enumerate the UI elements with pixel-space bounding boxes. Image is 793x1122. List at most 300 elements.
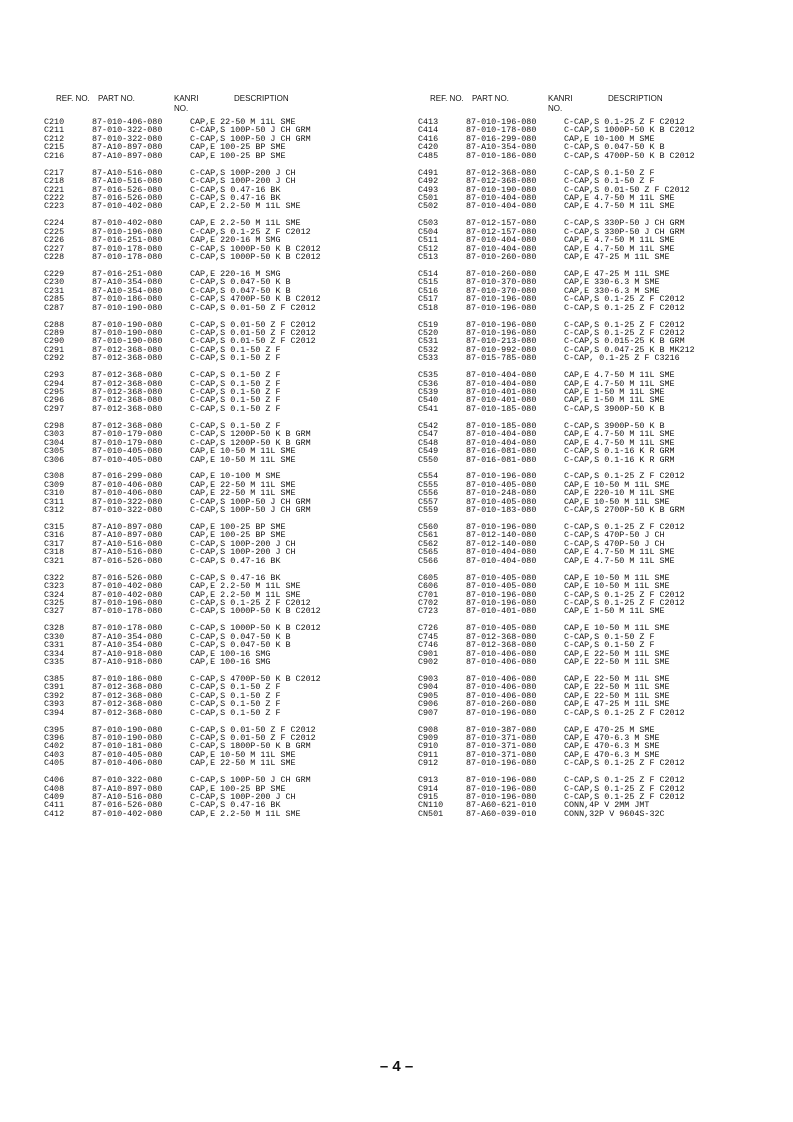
ref-no: C502 <box>418 201 439 212</box>
parts-group <box>418 776 758 818</box>
description: C-CAP,S 100P-200 J CH <box>190 176 296 187</box>
part-no: 87-010-322-080 <box>92 775 163 786</box>
part-no: 87-010-371-080 <box>466 749 537 760</box>
description: C-CAP,S 100P-200 J CH <box>190 792 296 802</box>
ref-no: C504 <box>418 226 439 237</box>
ref-no: C409 <box>44 792 65 802</box>
ref-no: C548 <box>418 437 439 448</box>
part-no: 87-010-404-080 <box>466 370 537 381</box>
ref-no: C226 <box>44 235 65 246</box>
part-no: 87-010-196-080 <box>466 783 537 794</box>
ref-no: C550 <box>418 454 439 465</box>
description: C-CAP,S 100P-50 J CH GRM <box>190 496 311 507</box>
part-no: 87-010-260-080 <box>466 252 537 262</box>
parts-group <box>418 726 758 768</box>
ref-no: C533 <box>418 353 439 364</box>
part-no: 87-A10-897-080 <box>92 142 163 153</box>
description: CAP,E 10-50 M 11L SME <box>190 454 296 465</box>
description: C-CAP,S 0.047-50 K B <box>190 285 291 296</box>
part-no: 87-010-405-080 <box>466 623 537 634</box>
description: C-CAP,S 0.1-50 Z F <box>190 344 281 355</box>
description: C-CAP,S 0.1-50 Z F <box>564 631 655 642</box>
ref-no: C745 <box>418 631 439 642</box>
description: CAP,E 4.7-50 M 11L SME <box>564 370 675 381</box>
ref-no: C321 <box>44 555 65 566</box>
description: C-CAP,S 0.1-25 Z F C2012 <box>564 294 685 305</box>
description: C-CAP,S 0.1-25 Z F C2012 <box>564 792 685 802</box>
part-no: 87-A10-516-080 <box>92 167 163 178</box>
part-no: 87-012-368-080 <box>466 167 537 178</box>
description: C-CAP,S 4700P-50 K B C2012 <box>564 150 695 161</box>
part-no: 87-010-404-080 <box>466 235 537 246</box>
part-no: 87-012-368-080 <box>92 378 163 389</box>
part-no: 87-010-186-080 <box>92 294 163 305</box>
part-row <box>418 810 758 818</box>
part-no: 87-010-196-080 <box>466 471 537 482</box>
description: CAP,E 22-50 M 11L SME <box>564 657 670 667</box>
part-no: 87-A60-039-010 <box>466 808 537 819</box>
part-no: 87-010-404-080 <box>466 201 537 212</box>
part-no: 87-012-368-080 <box>92 682 163 693</box>
ref-no: C211 <box>44 125 65 136</box>
description: C-CAP,S 0.1-25 Z F C2012 <box>564 707 685 718</box>
part-no: 87-010-196-080 <box>466 758 537 769</box>
part-row <box>418 456 758 464</box>
description: CAP,E 470-6.3 M SME <box>564 732 660 743</box>
description: C-CAP,S 1000P-50 K B C2012 <box>190 606 321 617</box>
ref-no: C536 <box>418 378 439 389</box>
part-no: 87-015-785-080 <box>466 353 537 364</box>
part-no: 87-010-178-080 <box>92 243 163 254</box>
header-part-no: PART NO. <box>98 94 135 103</box>
description: C-CAP,S 1000P-50 K B C2012 <box>190 252 321 262</box>
header-ref-no: REF. NO. <box>430 94 464 103</box>
ref-no: C518 <box>418 302 439 313</box>
ref-no: C391 <box>44 682 65 693</box>
part-no: 87-012-368-080 <box>92 387 163 397</box>
ref-no: C212 <box>44 133 65 144</box>
part-no: 87-010-213-080 <box>466 336 537 347</box>
ref-no: C308 <box>44 471 65 482</box>
ref-no: C911 <box>418 749 439 760</box>
ref-no: C532 <box>418 344 439 355</box>
part-no: 87-010-260-080 <box>466 699 537 710</box>
parts-group <box>418 321 758 363</box>
part-row <box>418 607 758 615</box>
ref-no: C517 <box>418 294 439 305</box>
description: C-CAP,S 0.1-25 Z F C2012 <box>564 597 685 608</box>
description: C-CAP,S 1800P-50 K B GRM <box>190 741 311 752</box>
part-no: 87-A10-516-080 <box>92 176 163 187</box>
ref-no: C322 <box>44 572 65 583</box>
description: CAP,E 2.2-50 M 11L SME <box>190 808 301 819</box>
part-no: 87-010-404-080 <box>466 192 537 203</box>
parts-list <box>418 118 758 818</box>
description: C-CAP,S 0.1-50 Z F <box>190 682 281 693</box>
description: CAP,E 220-16 M SMG <box>190 235 281 246</box>
description: CAP,E 22-50 M 11L SME <box>564 690 670 701</box>
part-row <box>44 810 384 818</box>
part-no: 87-016-299-080 <box>92 471 163 482</box>
ref-no: C907 <box>418 707 439 718</box>
description: C-CAP,S 1200P-50 K B GRM <box>190 437 311 448</box>
parts-group <box>44 270 384 312</box>
part-no: 87-010-178-080 <box>466 125 537 136</box>
ref-no: C560 <box>418 522 439 532</box>
parts-group <box>418 422 758 464</box>
part-no: 87-010-260-080 <box>466 268 537 279</box>
description: C-CAP,S 1000P-50 K B C2012 <box>564 125 695 136</box>
description: C-CAP,S 0.01-50 Z F C2012 <box>190 327 316 338</box>
part-row <box>44 658 384 666</box>
header-description: DESCRIPTION <box>234 94 289 103</box>
ref-no: C331 <box>44 640 65 651</box>
ref-no: C605 <box>418 572 439 583</box>
ref-no: C902 <box>418 657 439 667</box>
part-no: 87-012-140-080 <box>466 530 537 541</box>
part-no: 87-016-299-080 <box>466 133 537 144</box>
part-no: 87-010-179-080 <box>92 437 163 448</box>
ref-no: C412 <box>44 808 65 819</box>
part-no: 87-010-322-080 <box>92 496 163 507</box>
description: C-CAP,S 0.1-50 Z F <box>190 699 281 710</box>
parts-group <box>418 270 758 312</box>
part-no: 87-A10-918-080 <box>92 648 163 659</box>
part-no: 87-010-196-080 <box>466 522 537 532</box>
part-no: 87-016-081-080 <box>466 454 537 465</box>
part-no: 87-010-404-080 <box>466 437 537 448</box>
part-no: 87-010-248-080 <box>466 488 537 499</box>
parts-group <box>44 472 384 514</box>
part-no: 87-010-190-080 <box>92 302 163 313</box>
ref-no: C385 <box>44 673 65 684</box>
ref-no: C561 <box>418 530 439 541</box>
description: C-CAP,S 0.1-25 Z F C2012 <box>564 783 685 794</box>
ref-no: C298 <box>44 420 65 431</box>
ref-no: C503 <box>418 218 439 229</box>
description: CAP,E 4.7-50 M 11L SME <box>564 235 675 246</box>
part-row <box>418 506 758 514</box>
ref-no: C393 <box>44 699 65 710</box>
ref-no: C303 <box>44 429 65 440</box>
parts-group <box>418 523 758 565</box>
description: CAP,E 10-50 M 11L SME <box>190 446 296 457</box>
ref-no: C217 <box>44 167 65 178</box>
description: CAP,E 330-6.3 M SME <box>564 285 660 296</box>
part-no: 87-010-404-080 <box>466 378 537 389</box>
parts-group <box>44 675 384 717</box>
part-no: 87-012-368-080 <box>92 344 163 355</box>
description: C-CAP,S 0.1-25 Z F C2012 <box>564 319 685 330</box>
parts-group <box>418 371 758 413</box>
description: C-CAP,S 0.01-50 Z F C2012 <box>190 302 316 313</box>
part-no: 87-016-526-080 <box>92 555 163 566</box>
part-no: 87-012-368-080 <box>92 420 163 431</box>
part-no: 87-010-405-080 <box>92 446 163 457</box>
parts-group <box>418 219 758 261</box>
part-no: 87-016-526-080 <box>92 800 163 811</box>
description: CAP,E 220-16 M SMG <box>190 268 281 279</box>
ref-no: C485 <box>418 150 439 161</box>
ref-no: C414 <box>418 125 439 136</box>
description: CAP,E 2.2-50 M 11L SME <box>190 581 301 592</box>
description: C-CAP,S 0.1-50 Z F <box>190 403 281 414</box>
ref-no: C492 <box>418 176 439 187</box>
description: C-CAP,S 2700P-50 K B GRM <box>564 505 685 516</box>
ref-no: C557 <box>418 496 439 507</box>
part-no: 87-010-405-080 <box>466 496 537 507</box>
ref-no: C402 <box>44 741 65 752</box>
part-no: 87-010-992-080 <box>466 344 537 355</box>
part-no: 87-010-196-080 <box>466 775 537 786</box>
description: C-CAP,S 0.1-50 Z F <box>190 420 281 431</box>
part-no: 87-010-405-080 <box>92 749 163 760</box>
description: C-CAP,S 0.1-50 Z F <box>190 387 281 397</box>
part-no: 87-012-368-080 <box>466 176 537 187</box>
part-no: 87-A10-897-080 <box>92 783 163 794</box>
ref-no: C323 <box>44 581 65 592</box>
ref-no: C903 <box>418 673 439 684</box>
part-no: 87-010-401-080 <box>466 387 537 397</box>
part-no: 87-010-404-080 <box>466 555 537 566</box>
description: CAP,E 2.2-50 M 11L SME <box>190 589 301 600</box>
description: C-CAP,S 100P-50 J CH GRM <box>190 133 311 144</box>
ref-no: C316 <box>44 530 65 541</box>
description: CAP,E 100-25 BP SME <box>190 522 286 532</box>
part-no: 87-010-196-080 <box>466 294 537 305</box>
part-no: 87-010-406-080 <box>466 690 537 701</box>
description: C-CAP,S 0.01-50 Z F C2012 <box>564 184 690 195</box>
description: C-CAP,S 0.47-16 BK <box>190 184 281 195</box>
part-row <box>418 152 758 160</box>
description: C-CAP,S 100P-200 J CH <box>190 547 296 558</box>
part-no: 87-010-370-080 <box>466 285 537 296</box>
description: C-CAP,S 1000P-50 K B C2012 <box>190 623 321 634</box>
ref-no: C396 <box>44 732 65 743</box>
part-no: 87-010-406-080 <box>466 657 537 667</box>
ref-no: C334 <box>44 648 65 659</box>
part-no: 87-010-406-080 <box>466 648 537 659</box>
part-no: 87-010-402-080 <box>92 589 163 600</box>
part-no: 87-016-526-080 <box>92 184 163 195</box>
description: CAP,E 1-50 M 11L SME <box>564 395 665 406</box>
part-no: 87-010-322-080 <box>92 125 163 136</box>
description: C-CAP,S 0.1-16 K R GRM <box>564 454 675 465</box>
part-no: 87-010-402-080 <box>92 218 163 229</box>
part-no: 87-010-196-080 <box>466 117 537 127</box>
part-no: 87-010-322-080 <box>92 505 163 516</box>
parts-group <box>418 169 758 211</box>
part-no: 87-010-371-080 <box>466 741 537 752</box>
ref-no: C327 <box>44 606 65 617</box>
ref-no: C519 <box>418 319 439 330</box>
description: CAP,E 10-50 M 11L SME <box>564 479 670 490</box>
ref-no: C289 <box>44 327 65 338</box>
ref-no: C491 <box>418 167 439 178</box>
description: CAP,E 4.7-50 M 11L SME <box>564 547 675 558</box>
ref-no: C915 <box>418 792 439 802</box>
ref-no: C228 <box>44 252 65 262</box>
ref-no: C296 <box>44 395 65 406</box>
description: C-CAP,S 0.1-25 Z F C2012 <box>564 117 685 127</box>
part-row <box>44 202 384 210</box>
description: C-CAP,S 0.1-50 Z F <box>190 707 281 718</box>
ref-no: C565 <box>418 547 439 558</box>
description: C-CAP,S 0.047-50 K B <box>190 277 291 288</box>
description: C-CAP,S 0.1-25 Z F C2012 <box>564 327 685 338</box>
part-no: 87-012-157-080 <box>466 218 537 229</box>
ref-no: C293 <box>44 370 65 381</box>
ref-no: C542 <box>418 420 439 431</box>
ref-no: C224 <box>44 218 65 229</box>
ref-no: C906 <box>418 699 439 710</box>
parts-group <box>44 371 384 413</box>
ref-no: C325 <box>44 597 65 608</box>
ref-no: C231 <box>44 285 65 296</box>
part-no: 87-010-196-080 <box>466 597 537 608</box>
ref-no: C297 <box>44 403 65 414</box>
ref-no: C317 <box>44 538 65 549</box>
part-no: 87-010-404-080 <box>466 547 537 558</box>
part-no: 87-010-196-080 <box>92 226 163 237</box>
ref-no: C335 <box>44 657 65 667</box>
part-no: 87-010-183-080 <box>466 505 537 516</box>
ref-no: C540 <box>418 395 439 406</box>
part-no: 87-010-322-080 <box>92 133 163 144</box>
description: CAP,E 4.7-50 M 11L SME <box>564 243 675 254</box>
part-row <box>44 304 384 312</box>
ref-no: C556 <box>418 488 439 499</box>
description: CAP,E 22-50 M 11L SME <box>564 673 670 684</box>
description: CAP,E 4.7-50 M 11L SME <box>564 192 675 203</box>
description: C-CAP,S 100P-200 J CH <box>190 538 296 549</box>
part-no: 87-010-196-080 <box>466 792 537 802</box>
ref-no: C230 <box>44 277 65 288</box>
description: C-CAP,S 0.1-50 Z F <box>190 353 281 364</box>
part-no: 87-A10-516-080 <box>92 538 163 549</box>
description: C-CAP,S 0.1-50 Z F <box>190 395 281 406</box>
part-row <box>44 506 384 514</box>
ref-no: C913 <box>418 775 439 786</box>
ref-no: C539 <box>418 387 439 397</box>
part-row <box>418 557 758 565</box>
ref-no: C416 <box>418 133 439 144</box>
ref-no: C905 <box>418 690 439 701</box>
ref-no: C223 <box>44 201 65 212</box>
ref-no: C411 <box>44 800 65 811</box>
ref-no: C912 <box>418 758 439 769</box>
description: CAP,E 10-50 M 11L SME <box>564 572 670 583</box>
parts-group <box>44 169 384 211</box>
description: CAP,E 10-100 M SME <box>564 133 655 144</box>
ref-no: C514 <box>418 268 439 279</box>
ref-no: C306 <box>44 454 65 465</box>
part-no: 87-016-251-080 <box>92 268 163 279</box>
part-no: 87-010-186-080 <box>92 673 163 684</box>
part-no: 87-010-387-080 <box>466 724 537 735</box>
ref-no: C304 <box>44 437 65 448</box>
description: CAP,E 2.2-50 M 11L SME <box>190 201 301 212</box>
description: CAP,E 10-50 M 11L SME <box>564 623 670 634</box>
description: C-CAP,S 0.1-50 Z F <box>564 640 655 651</box>
ref-no: C310 <box>44 488 65 499</box>
part-no: 87-010-406-080 <box>466 673 537 684</box>
part-no: 87-010-190-080 <box>92 327 163 338</box>
ref-no: C910 <box>418 741 439 752</box>
part-no: 87-016-526-080 <box>92 192 163 203</box>
description: CONN,4P V 2MM JMT <box>564 800 650 811</box>
ref-no: C215 <box>44 142 65 153</box>
parts-group <box>44 422 384 464</box>
description: C-CAP,S 100P-50 J CH GRM <box>190 505 311 516</box>
part-no: 87-010-186-080 <box>466 150 537 161</box>
description: C-CAP,S 0.1-50 Z F <box>564 167 655 178</box>
ref-no: C535 <box>418 370 439 381</box>
description: CAP,E 10-100 M SME <box>190 471 281 482</box>
description: CAP,E 10-50 M 11L SME <box>564 496 670 507</box>
part-no: 87-010-405-080 <box>466 581 537 592</box>
parts-group <box>418 574 758 616</box>
ref-no: C562 <box>418 538 439 549</box>
description: C-CAP,S 0.1-25 Z F C2012 <box>190 226 311 237</box>
part-no: 87-010-406-080 <box>92 488 163 499</box>
part-no: 87-010-404-080 <box>466 243 537 254</box>
description: CAP,E 10-50 M 11L SME <box>190 749 296 760</box>
part-no: 87-010-185-080 <box>466 403 537 414</box>
description: CAP,E 100-25 BP SME <box>190 142 286 153</box>
description: C-CAP,S 0.047-25 K B MK212 <box>564 344 695 355</box>
ref-no: C394 <box>44 707 65 718</box>
description: CAP,E 22-50 M 11L SME <box>190 117 296 127</box>
ref-no: C513 <box>418 252 439 262</box>
part-row <box>44 759 384 767</box>
description: C-CAP,S 0.1-50 Z F <box>190 378 281 389</box>
description: CAP,E 470-6.3 M SME <box>564 741 660 752</box>
description: CAP,E 4.7-50 M 11L SME <box>564 201 675 212</box>
description: C-CAP,S 330P-50 J CH GRM <box>564 218 685 229</box>
part-no: 87-010-196-080 <box>466 589 537 600</box>
description: C-CAP,S 0.47-16 BK <box>190 555 281 566</box>
part-no: 87-012-368-080 <box>92 707 163 718</box>
ref-no: C328 <box>44 623 65 634</box>
ref-no: C403 <box>44 749 65 760</box>
ref-no: C413 <box>418 117 439 127</box>
description: C-CAP,S 0.1-25 Z F C2012 <box>564 589 685 600</box>
parts-group <box>44 321 384 363</box>
ref-no: C701 <box>418 589 439 600</box>
part-no: 87-010-190-080 <box>466 184 537 195</box>
part-no: 87-010-402-080 <box>92 201 163 212</box>
description: C-CAP,S 0.01-50 Z F C2012 <box>190 732 316 743</box>
description: CAP,E 220-10 M 11L SME <box>564 488 675 499</box>
part-no: 87-010-190-080 <box>92 336 163 347</box>
description: C-CAP,S 0.1-25 Z F C2012 <box>564 302 685 313</box>
parts-group <box>44 219 384 261</box>
part-no: 87-012-368-080 <box>466 631 537 642</box>
description: C-CAP,S 0.01-50 Z F C2012 <box>190 724 316 735</box>
ref-no: C914 <box>418 783 439 794</box>
part-no: 87-012-368-080 <box>92 403 163 414</box>
ref-no: C408 <box>44 783 65 794</box>
part-row <box>418 658 758 666</box>
part-no: 87-010-405-080 <box>466 479 537 490</box>
part-no: 87-A10-354-080 <box>92 640 163 651</box>
description: CAP,E 330-6.3 M SME <box>564 277 660 288</box>
description: CAP,E 47-25 M 11L SME <box>564 699 670 710</box>
ref-no: C318 <box>44 547 65 558</box>
part-no: 87-010-404-080 <box>466 429 537 440</box>
ref-no: C549 <box>418 446 439 457</box>
